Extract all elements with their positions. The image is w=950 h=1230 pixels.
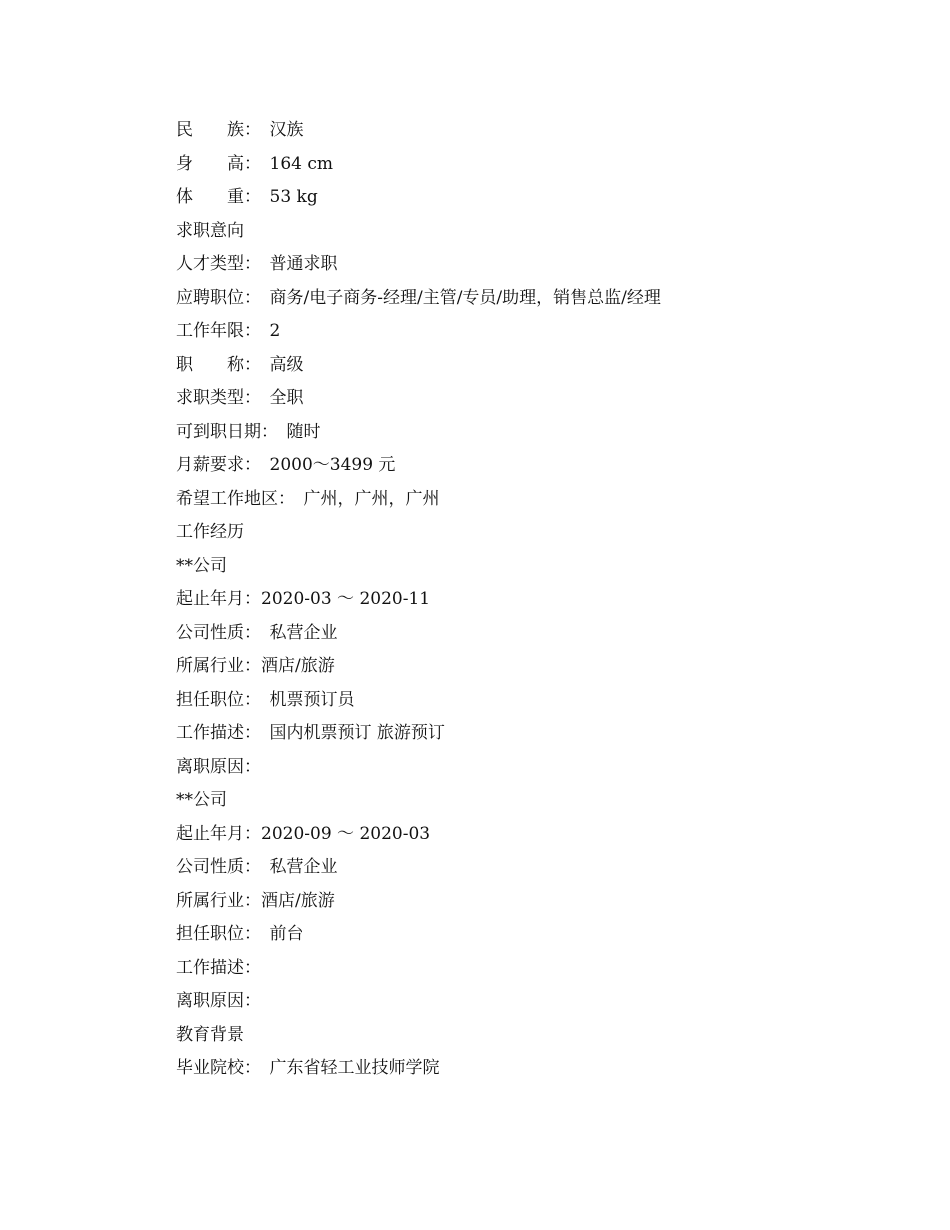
industry-line: 所属行业：酒店/旅游 [176, 656, 335, 676]
position-held-line: 担任职位： 机票预订员 [176, 689, 355, 710]
job-intention-heading: 求职意向 [176, 220, 244, 241]
salary-line: 月薪要求： 2000～3499 元 [176, 455, 396, 475]
work-years-line: 工作年限： 2 [176, 321, 281, 341]
job-description-line: 工作描述： [176, 957, 261, 978]
leaving-reason-line: 离职原因： [176, 756, 261, 777]
weight-line: 体 重： 53 kg [176, 187, 318, 207]
ethnicity-line: 民 族： 汉族 [176, 120, 304, 140]
applied-position-line: 应聘职位： 商务/电子商务-经理/主管/专员/助理，销售总监/经理 [176, 287, 661, 308]
start-date-line: 可到职日期： 随时 [176, 421, 321, 442]
resume-text-block [176, 114, 876, 1086]
position-held-line: 担任职位： 前台 [176, 924, 304, 944]
graduate-school-line: 毕业院校： 广东省轻工业技师学院 [176, 1058, 440, 1078]
talent-type-line: 人才类型： 普通求职 [176, 254, 338, 274]
job-type-line: 求职类型： 全职 [176, 388, 304, 408]
job-description-line: 工作描述： 国内机票预订 旅游预订 [176, 723, 445, 743]
employment-period-line: 起止年月：2020-09 ～ 2020-03 [176, 823, 431, 844]
company-name-line: **公司 [176, 790, 227, 810]
company-nature-line: 公司性质： 私营企业 [176, 622, 338, 643]
employment-period-line: 起止年月：2020-03 ～ 2020-11 [176, 589, 431, 609]
industry-line: 所属行业：酒店/旅游 [176, 890, 335, 911]
company-name-line: **公司 [176, 555, 227, 576]
company-nature-line: 公司性质： 私营企业 [176, 857, 338, 877]
education-heading: 教育背景 [176, 1024, 244, 1045]
desired-location-line: 希望工作地区： 广州，广州，广州 [176, 488, 440, 509]
work-experience-heading: 工作经历 [176, 522, 244, 542]
height-line: 身 高： 164 cm [176, 153, 333, 174]
leaving-reason-line: 离职原因： [176, 991, 261, 1011]
title-line: 职 称： 高级 [176, 354, 304, 375]
